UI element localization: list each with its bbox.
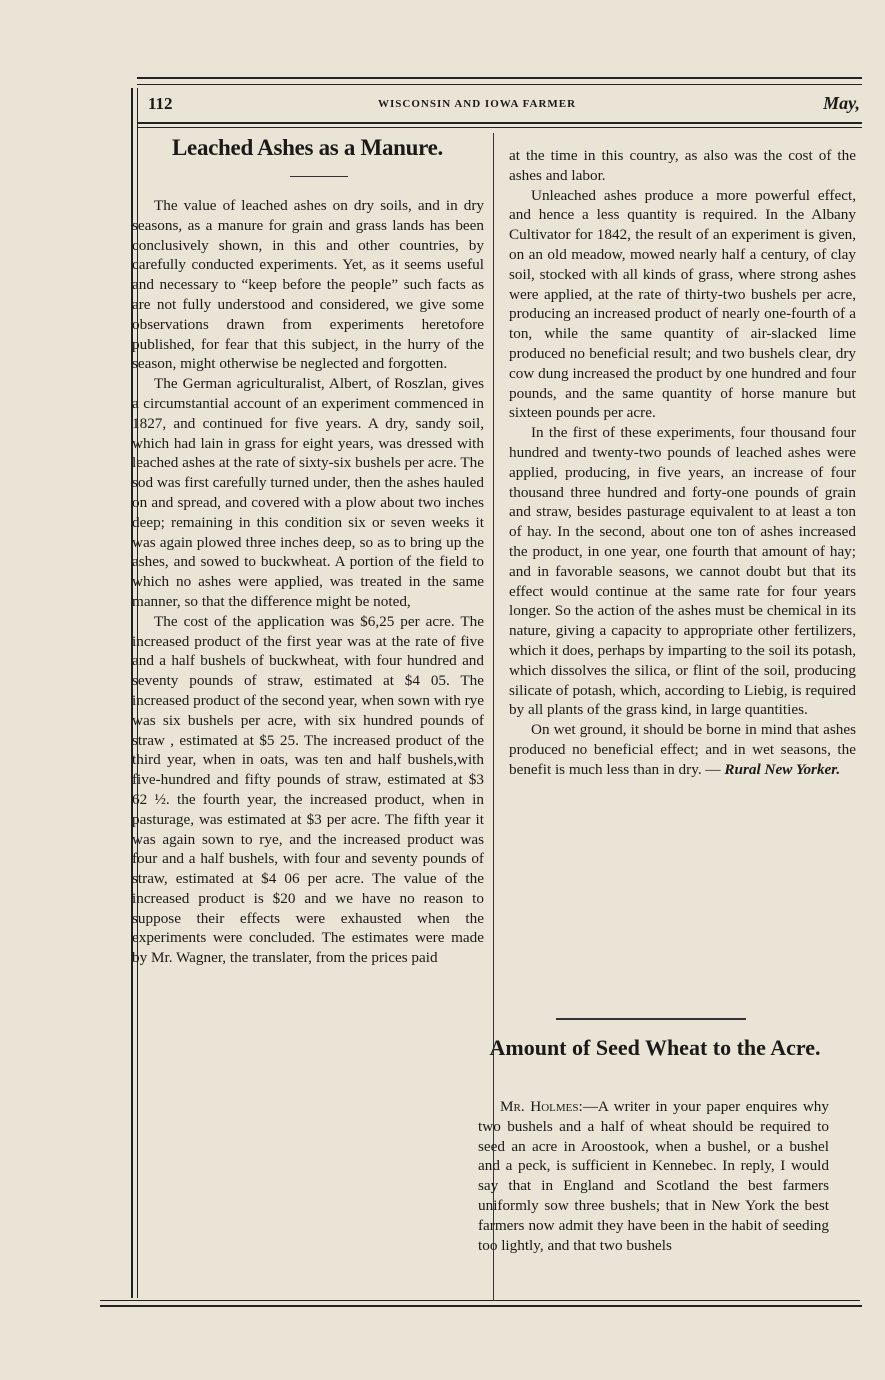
right-column-text [509,146,856,780]
paragraph: Unleached ashes produce a more powerful effect, and hence a less quantity is required. In the Albany Cultivator for 1842, the result of an experiment is given, on an old meadow, mowed nearly half a century, of clay soil, stocked with all kinds of grass, where strong ashes were applied, at the rate of thirty-two bushels per acre, producing an increased product of nearly one-fourth of a ton, while the same quantity of air-slacked lime produced no beneficial result; and two bushels clear, dry cow dung increased the product by one hundred and four pounds, and the same quantity of horse manure but sixteen pounds per acre. [509,186,856,422]
paragraph: On wet ground, it should be borne in mind that ashes produced no beneficial effect; and in wet seasons, the benefit is much less than in dry. — [509,721,856,778]
left-column-text [132,196,484,968]
header-rule [137,122,862,124]
running-header [148,89,860,119]
paragraph: The value of leached ashes on dry soils, and in dry seasons, as a manure for grain and grass lands has been conclusively shown, in this and other countries, by carefully conducted experiments. Yet, as it seems useful and necessary to “keep before the people” such facts as are not fully understood and considered, we give some observations drawn from experiments heretofore published, for fear that this subject, in the hurry of the season, might otherwise be neglected and forgotten. [132,197,484,373]
paragraph-with-signature [509,720,856,779]
article-title: Leached Ashes as a Manure. [172,135,443,160]
bottom-rule [100,1300,860,1301]
article-body [478,1097,829,1255]
body-text: :—A writer in your paper enquires why two bushels and a half of wheat should be required to seed an acre in Aroostook, when a bushel, or a bushel and a peck, is sufficient in Kennebec. In reply, I would say that in England and Scotland the best farmers uniformly sow three bushels; that in New York the best farmers now admit they have been in the habit of seeding too lightly, and that two bushels [478,1098,829,1254]
paragraph [478,1097,829,1255]
top-rule-thin [137,84,862,85]
salutation: Mr. Holmes [500,1098,579,1115]
title-underline [290,176,348,177]
article-title: Amount of Seed Wheat to the Acre. [489,1035,821,1060]
article-separator [556,1018,746,1020]
issue-month: May, [823,93,860,113]
paragraph: The cost of the application was $6,25 per acre. The increased product of the first year was at the rate of five and a half bushels of buckwheat, with four hundred and seventy pounds of straw, estimated at $4 05. The increased product of the second year, when sown with rye was six bushels per acre, with six hundred pounds of straw , estimated at $5 25. The increased product of the third year, when in oats, was ten and half bushels,with five-hundred and fifty pounds of straw, estimated at $3 62 ½. the fourth year, the increased product, when in pasturage, was estimated at $3 per acre. The fifth year it was again sown to rye, and the increased product was four and a half bushels, with four and seventy pounds of straw, estimated at $4 06 per acre. The value of the increased product is $20 and we have no reason to suppose their effects were exhausted when the experiments were concluded. The estimates were made by Mr. Wagner, the translater, from the prices paid [132,612,484,967]
top-rule [137,77,862,79]
signature: Rural New Yorker. [724,760,841,778]
bottom-rule-thick [100,1305,862,1307]
paragraph: The German agriculturalist, Albert, of Roszlan, gives a circumstantial account of an experiment commenced in 1827, and continued for five years. A dry, sandy soil, which had lain in grass for eight years, was dressed with leached ashes at the rate of sixty-six bushels per acre. The sod was first carefully turned under, then the ashes hauled on and spread, and covered with a plow about two inches deep; remaining in this condition six or seven weeks it was again plowed three inches deep, so as to bring up the ashes, and sowed to buckwheat. A portion of the field to which no ashes were applied, was treated in the same manner, so that the difference might be noted, [132,375,484,610]
page-number: 112 [148,94,173,113]
running-title: WISCONSIN AND IOWA FARMER [378,98,577,110]
paragraph: In the first of these experiments, four thousand four hundred and twenty-two pounds of leached ashes were applied, producing, in five years, an increase of four thousand three hundred and forty-one pounds of grain and straw, besides pasturage equivalent to at least a ton of hay. In the second, about one ton of ashes increased the product, in one year, one fourth that amount of hay; and in favorable seasons, we cannot doubt but that its effect would continue at the same rate for four years longer. So the action of the ashes must be chemical in its nature, giving a capacity to appropriate other fertilizers, which it does, perhaps by imparting to the soil its potash, which dissolves the silica, or flint of the soil, producing silicate of potash, which, according to Liebig, is required by all plants of the grass kind, in large quantities. [509,424,856,719]
paragraph: at the time in this country, as also was the cost of the ashes and labor. [509,147,856,184]
header-rule-thin [137,127,862,128]
